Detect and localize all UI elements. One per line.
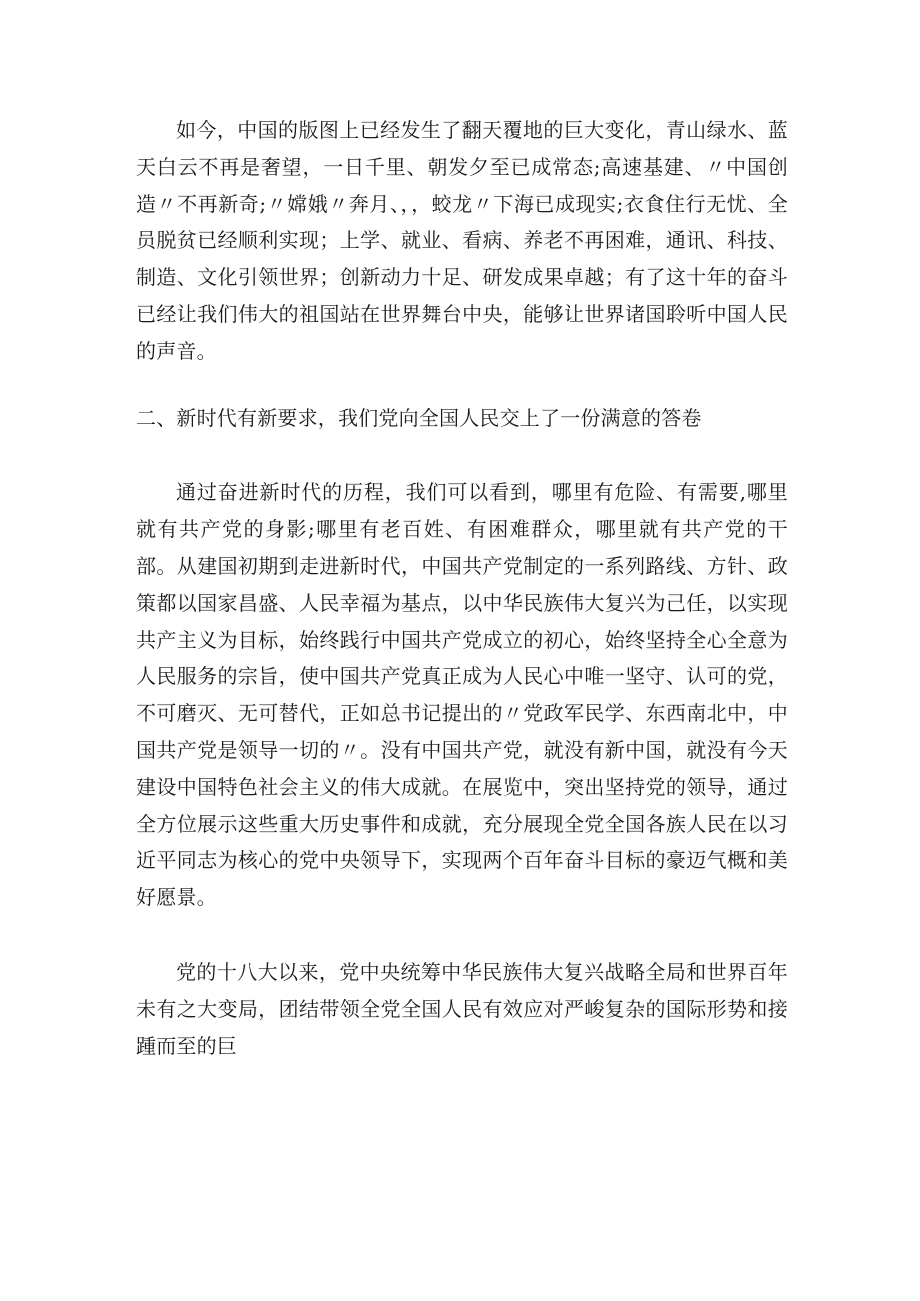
paragraph-transformation: 如今，中国的版图上已经发生了翻天覆地的巨大变化，青山绿水、蓝天白云不再是奢望，一日千里、朝发夕至已成常态;高速基建、〃中国创造〃不再新奇;〃嫦娥〃奔月、，，蛟龙〃下海已成现实;衣食住行无忧、全员脱贫已经顺利实现；上学、就业、看病、养老不再困难，通讯、科技、制造、文化引领世界；创新动力十足、研发成果卓越；有了这十年的奋斗已经让我们伟大的祖国站在世界舞台中央，能够让世界诸国聆听中国人民的声音。	[136, 118, 788, 363]
document-page	[136, 112, 788, 1064]
paragraph-party-role: 通过奋进新时代的历程，我们可以看到，哪里有危险、有需要,哪里就有共产党的身影;哪里有老百姓、有困难群众，哪里就有共产党的干部。从建国初期到走进新时代，中国共产党制定的一系列路线、方针、政策都以国家昌盛、人民幸福为基点，以中华民族伟大复兴为己任，以实现共产主义为目标，始终践行中国共产党成立的初心，始终坚持全心全意为人民服务的宗旨，使中国共产党真正成为人民心中唯一坚守、认可的党，不可磨灭、无可替代，正如总书记提出的〃党政军民学、东西南北中，中国共产党是领导一切的〃。没有中国共产党，就没有新中国，就没有今天建设中国特色社会主义的伟大成就。在展览中，突出坚持党的领导，通过全方位展示这些重大历史事件和成就，充分展现全党全国各族人民在以习近平同志为核心的党中央领导下，实现两个百年奋斗目标的豪迈气概和美好愿景。	[136, 480, 788, 910]
paragraph-eighteenth-congress: 党的十八大以来，党中央统筹中华民族伟大复兴战略全局和世界百年未有之大变局，团结带领全党全国人民有效应对严峻复杂的国际形势和接踵而至的巨	[136, 959, 788, 1058]
section-heading: 二、新时代有新要求，我们党向全国人民交上了一份满意的答卷	[136, 405, 702, 430]
